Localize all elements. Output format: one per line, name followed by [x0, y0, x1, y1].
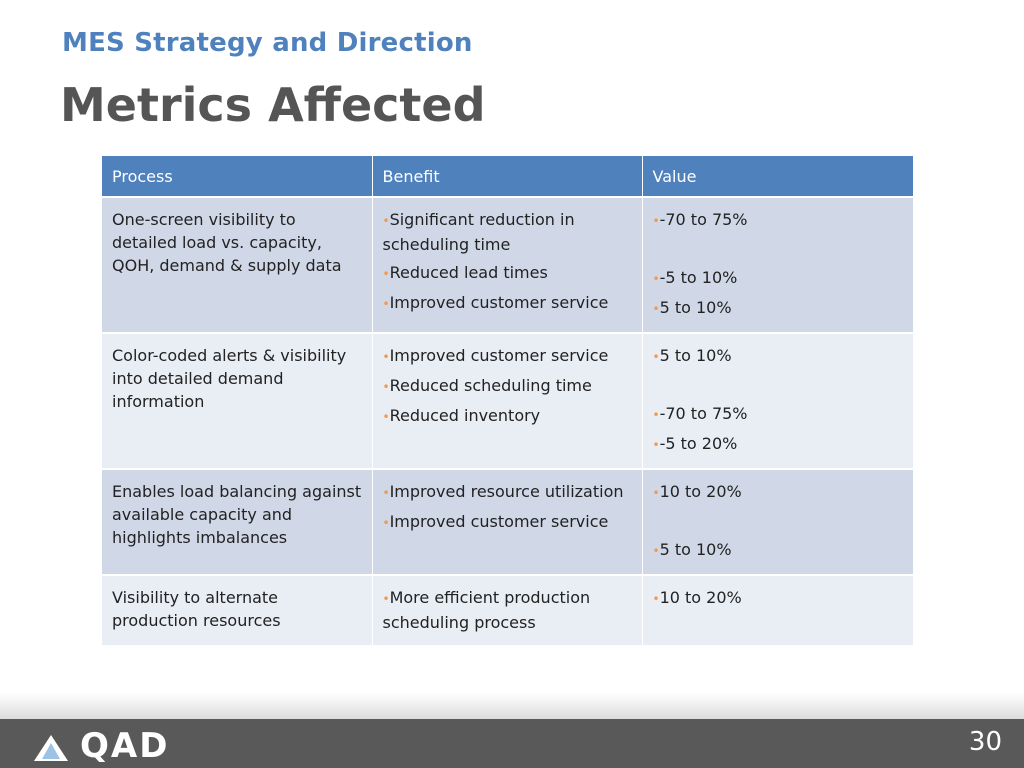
bullet-dot-icon: •: [652, 350, 660, 364]
bullet-dot-icon: •: [382, 380, 390, 394]
benefit-cell: [372, 469, 642, 575]
value-text: -5 to 10%: [659, 268, 738, 287]
table-row: [102, 333, 913, 469]
value-item: [653, 586, 904, 611]
benefit-item: [383, 344, 632, 369]
bullet-dot-icon: •: [382, 486, 390, 500]
process-cell: Visibility to alternate production resources: [102, 575, 372, 646]
value-cell: [642, 197, 913, 333]
process-cell: One-screen visibility to detailed load vs. capacity, QOH, demand & supply data: [102, 197, 372, 333]
benefit-cell: [372, 197, 642, 333]
process-cell: Color-coded alerts & visibility into detailed demand information: [102, 333, 372, 469]
bullet-dot-icon: •: [652, 486, 660, 500]
value-item: [653, 208, 904, 233]
slide-title: Metrics Affected: [60, 78, 486, 132]
benefit-item: [383, 291, 632, 316]
bullet-dot-icon: •: [382, 592, 390, 606]
benefit-item: [383, 208, 632, 256]
page-number: 30: [968, 727, 1002, 757]
value-cell: [642, 575, 913, 646]
value-item: [653, 266, 904, 291]
benefit-text: Reduced lead times: [389, 263, 548, 282]
bullet-dot-icon: •: [382, 350, 390, 364]
benefit-text: More efficient production scheduling process: [382, 588, 591, 632]
bullet-dot-icon: •: [652, 438, 660, 452]
header-benefit: Benefit: [372, 156, 642, 197]
bullet-dot-icon: •: [382, 267, 390, 281]
benefit-item: [383, 261, 632, 286]
benefit-text: Improved customer service: [389, 346, 609, 365]
value-item: [653, 296, 904, 321]
benefit-item: [383, 586, 632, 634]
header-process: Process: [102, 156, 372, 197]
value-item: [653, 402, 904, 427]
benefit-text: Reduced scheduling time: [389, 376, 592, 395]
value-text: 5 to 10%: [659, 346, 732, 365]
value-text: 10 to 20%: [659, 588, 742, 607]
benefit-item: [383, 480, 632, 505]
bullet-dot-icon: •: [382, 214, 390, 228]
metrics-table: [102, 156, 913, 647]
bullet-dot-icon: •: [382, 297, 390, 311]
bullet-dot-icon: •: [382, 410, 390, 424]
benefit-cell: [372, 575, 642, 646]
benefit-item: [383, 374, 632, 399]
benefit-cell: [372, 333, 642, 469]
table-row: [102, 197, 913, 333]
table-header-row: [102, 156, 913, 197]
benefit-text: Improved resource utilization: [389, 482, 624, 501]
value-text: -5 to 20%: [659, 434, 738, 453]
value-item: [653, 344, 904, 369]
bullet-dot-icon: •: [652, 544, 660, 558]
process-cell: Enables load balancing against available capacity and highlights imbalances: [102, 469, 372, 575]
table-row: [102, 469, 913, 575]
slide-subtitle: MES Strategy and Direction: [62, 28, 473, 58]
bullet-dot-icon: •: [652, 214, 660, 228]
benefit-text: Significant reduction in scheduling time: [382, 210, 575, 254]
bullet-dot-icon: •: [652, 408, 660, 422]
bullet-dot-icon: •: [652, 302, 660, 316]
benefit-item: [383, 510, 632, 535]
value-item: [653, 480, 904, 505]
value-text: -70 to 75%: [659, 404, 748, 423]
benefit-item: [383, 404, 632, 429]
value-text: 5 to 10%: [659, 540, 732, 559]
qad-logo-mark-icon: [32, 731, 70, 763]
value-item: [653, 538, 904, 563]
table-row: [102, 575, 913, 646]
value-cell: [642, 469, 913, 575]
bullet-dot-icon: •: [382, 516, 390, 530]
value-text: -70 to 75%: [659, 210, 748, 229]
benefit-text: Reduced inventory: [389, 406, 541, 425]
header-value: Value: [642, 156, 913, 197]
benefit-text: Improved customer service: [389, 293, 609, 312]
value-text: 5 to 10%: [659, 298, 732, 317]
value-item: [653, 432, 904, 457]
bullet-dot-icon: •: [652, 272, 660, 286]
value-cell: [642, 333, 913, 469]
footer-fade: [0, 693, 1024, 719]
bullet-dot-icon: •: [652, 592, 660, 606]
logo-text: QAD: [80, 726, 170, 766]
value-text: 10 to 20%: [659, 482, 742, 501]
benefit-text: Improved customer service: [389, 512, 609, 531]
